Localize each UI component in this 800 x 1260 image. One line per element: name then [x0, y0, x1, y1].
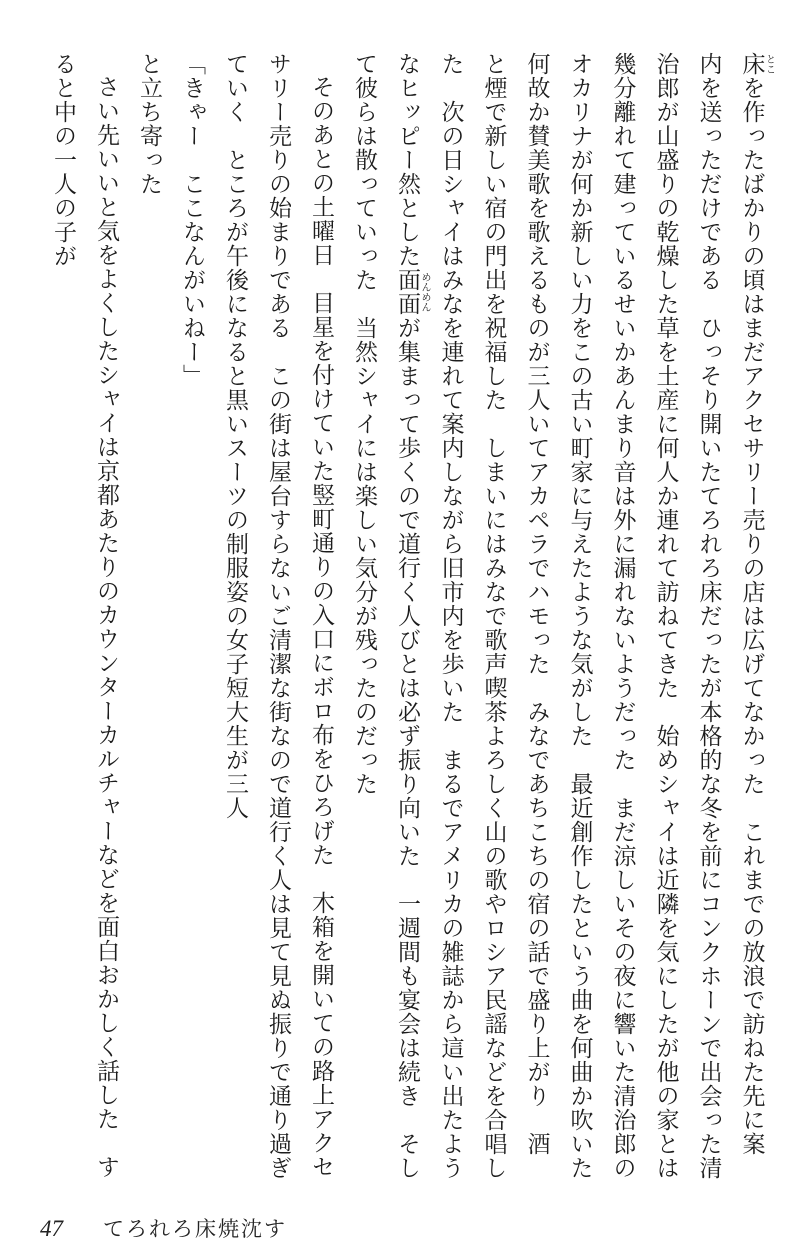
text-column: と煙で新しい宿の門出を祝福した しまいにはみなで歌声喫茶よろしく山の歌やロシア民謡などを合唱し [481, 52, 507, 1180]
text-body [42, 52, 774, 1202]
text-column: ていく ところが午後になると黒いスーツの制服姿の女子短大生が三人 [223, 52, 248, 820]
page-footer [40, 1213, 287, 1243]
page-number: 47 [40, 1216, 63, 1241]
text-column: 治郎が山盛りの乾燥した草を土産に何人か連れて訪ねてきた 始めシャイは近隣を気にしたが他の家とは [653, 52, 679, 1180]
text-column: オカリナが何か新しい力をこの古い町家に与えたような気がした 最近創作したという曲を何曲か吹いた [567, 52, 593, 1180]
ruby-annotated-text: 面面 めんめん [395, 268, 430, 316]
text-column: さい先いいと気をよくしたシャイは京都あたりのカウンターカルチャーなどを面白おかしく話した す [94, 75, 119, 1179]
text-column: た 次の日シャイはみなを連れて案内しながら旧市内を歩いた まるでアメリカの雑誌から這い出たよう [438, 52, 464, 1180]
text-column: サリー売りの始まりである この街は屋台すらないご清潔な街なので道行く人は見て見ぬ振りで通り過ぎ [266, 52, 291, 1180]
text-column: と立ち寄った [137, 52, 162, 196]
text-column: 幾分離れて建っているせいかあんまり音は外に漏れないようだった まだ涼しいその夜に響いた清治郎の [610, 52, 636, 1180]
text-column: 何故か賛美歌を歌えるものが三人いてアカペラでハモった みなであちこちの宿の話で盛り上がり 酒 [524, 52, 550, 1156]
ruby-annotated-text: 床 とこ [739, 52, 775, 76]
text-column: て彼らは散っていった 当然シャイには楽しい気分が残ったのだった [352, 52, 377, 796]
text-column: ると中の一人の子が [51, 52, 76, 268]
text-column: 床 とこを作ったばかりの頃はまだアクセサリー売りの店は広げてなかった これまでの放浪で訪ねた先に案 [739, 52, 775, 1156]
text-column: 「きゃー ここなんがいねー」 [180, 52, 205, 388]
text-column: 内を送っただけである ひっそり開いたてろれろ床だったが本格的な冬を前にコンクホーンで出会った清 [696, 52, 722, 1180]
text-column: なヒッピー然とした面面 めんめんが集まって歩くので道行く人びとは必ず振り向いた 一週間も宴会は続き そし [395, 52, 430, 1180]
running-title: てろれろ床焼沈す [103, 1217, 287, 1241]
text-column: そのあとの土曜日 目星を付けていた竪町通りの入口にボロ布をひろげた 木箱を開いての路上アクセ [309, 75, 334, 1179]
